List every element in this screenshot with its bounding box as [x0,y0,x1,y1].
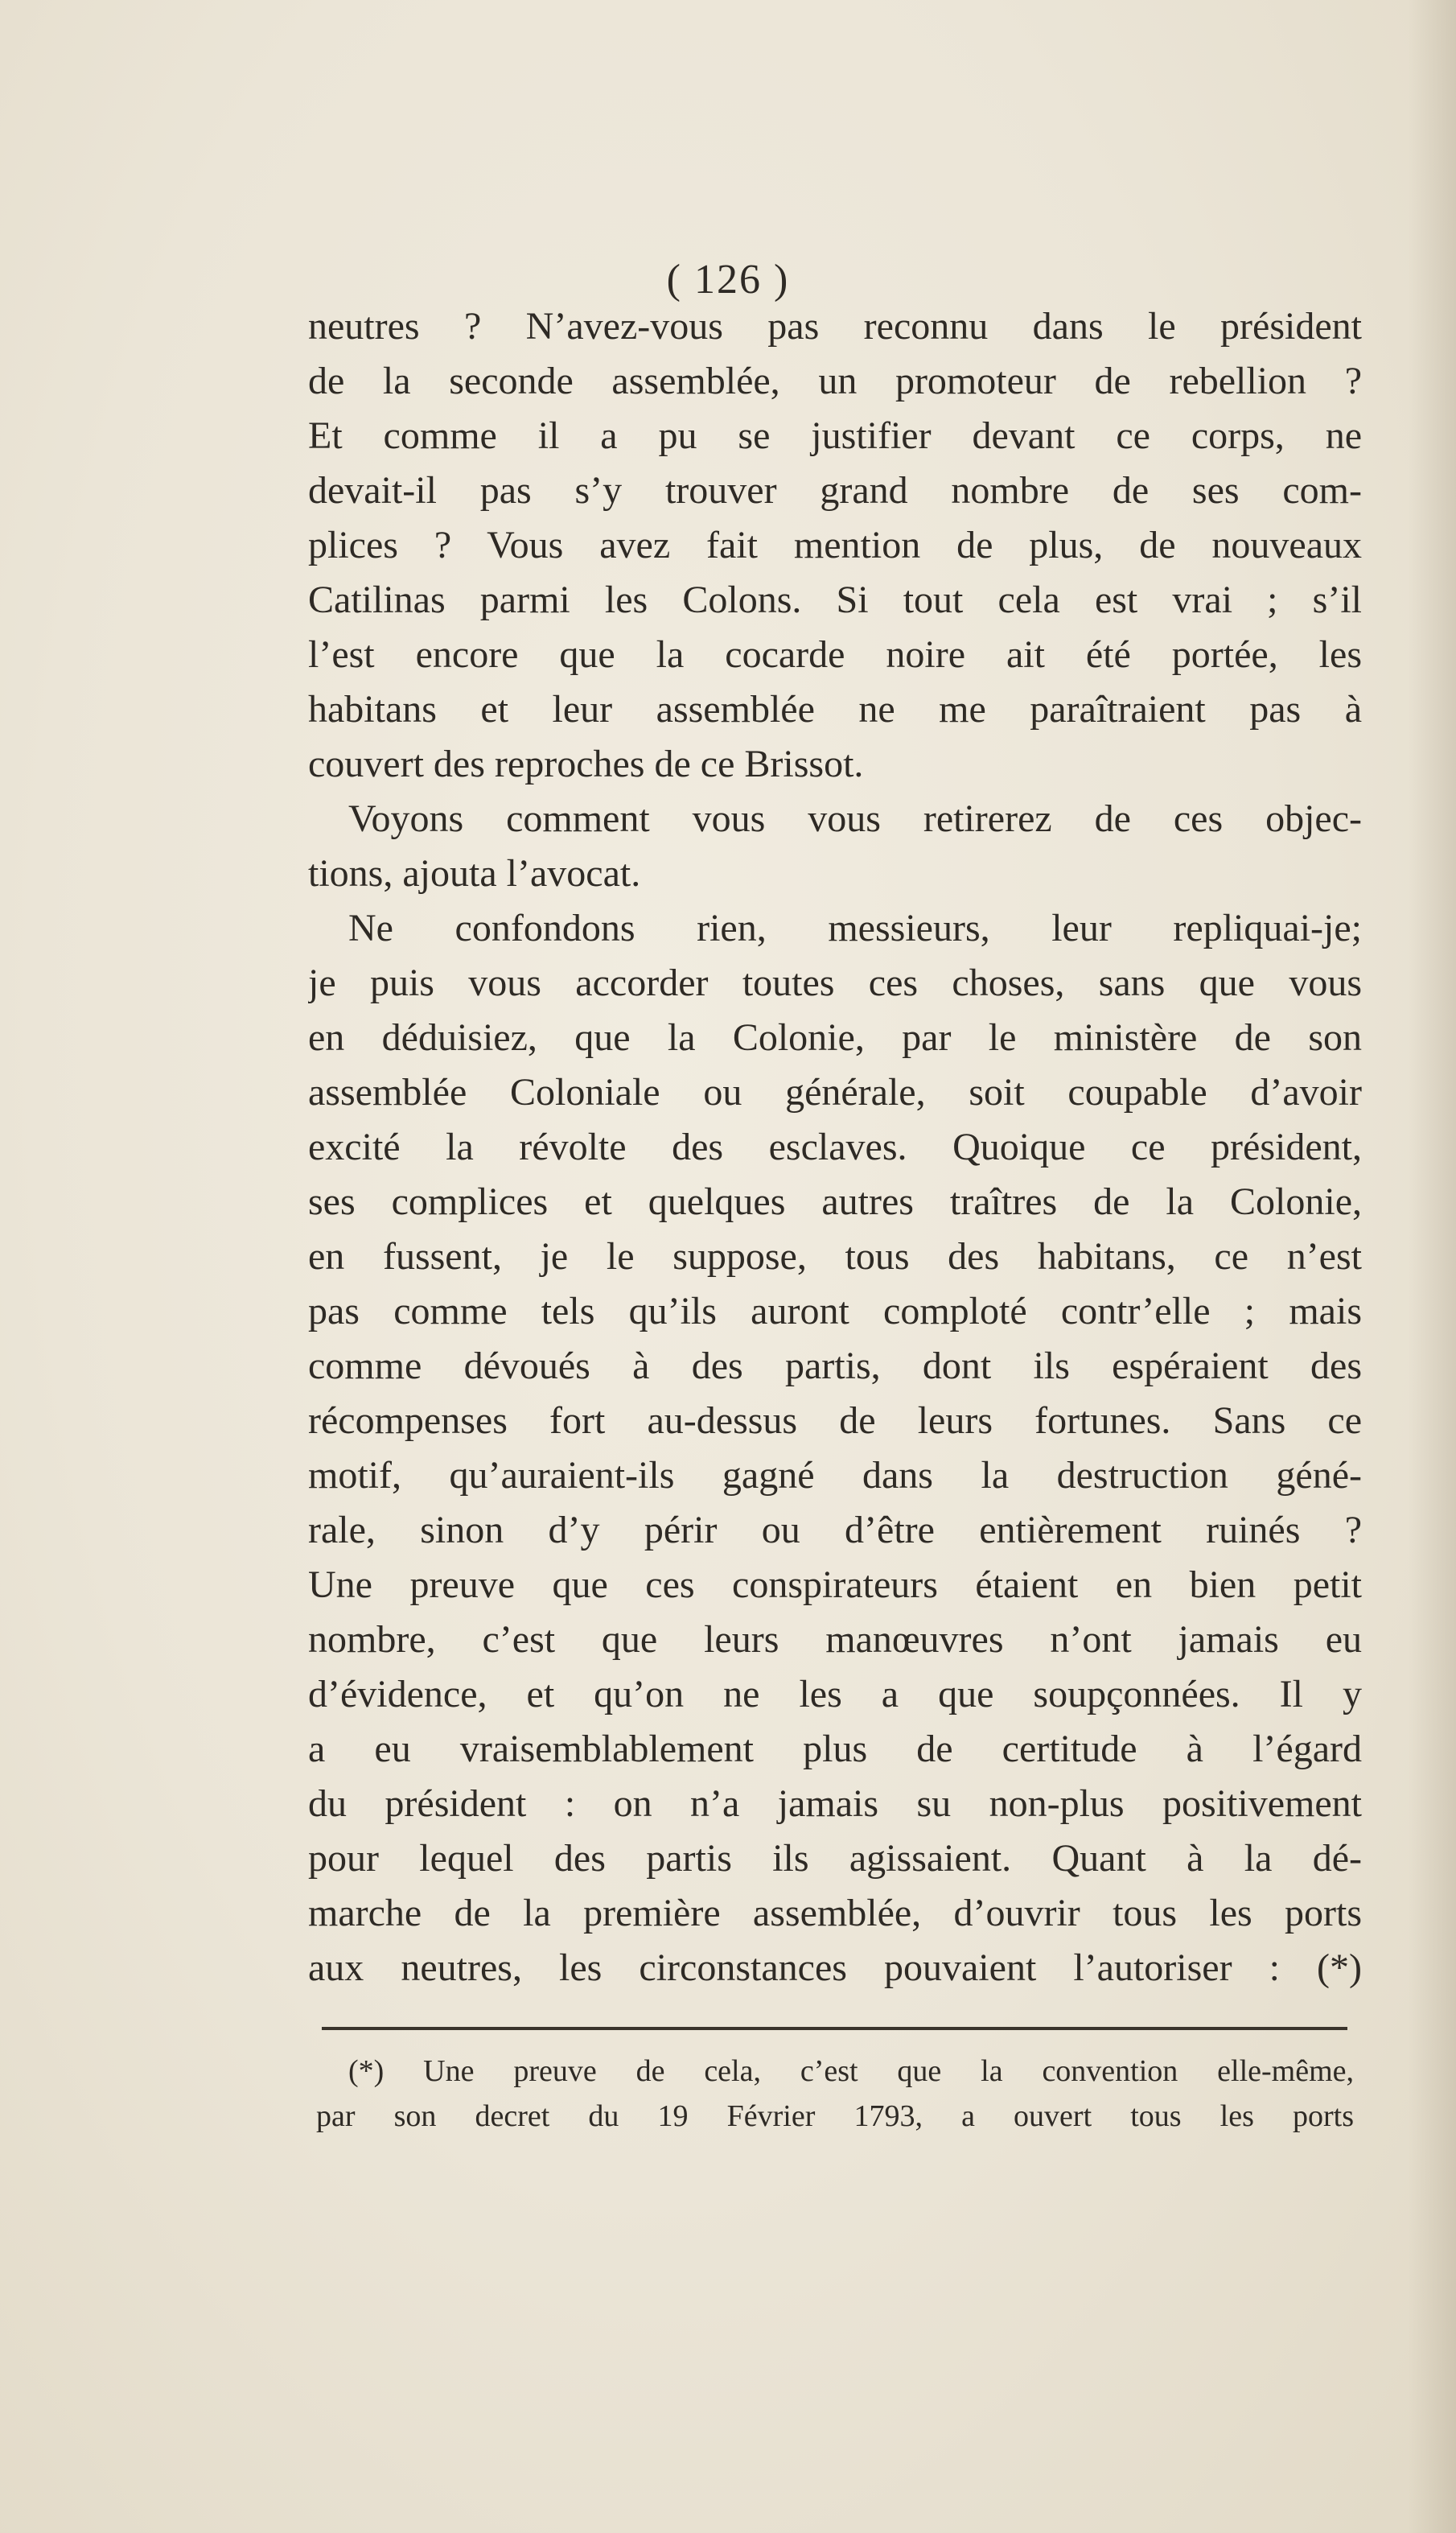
text-line: récompenses fort au-dessus de leurs fortunes. Sans ce [308,1399,1362,1442]
page-number: ( 126 ) [666,257,790,303]
text-line: nombre, c’est que leurs manœuvres n’ont jamais eu [308,1618,1362,1661]
text-line: excité la révolte des esclaves. Quoique ce président, [308,1126,1362,1168]
body-text [308,299,1362,1996]
text-line: neutres ? N’avez-vous pas reconnu dans le président [308,305,1362,348]
text-line: marche de la première assemblée, d’ouvrir tous les ports [308,1892,1362,1934]
text-line: comme dévoués à des partis, dont ils espéraient des [308,1345,1362,1387]
text-line: motif, qu’auraient-ils gagné dans la destruction géné- [308,1454,1362,1497]
footnote-line: par son decret du 19 Février 1793, a ouvert tous les ports [316,2099,1354,2133]
text-line: pour lequel des partis ils agissaient. Quant à la dé- [308,1837,1362,1880]
text-line: a eu vraisemblablement plus de certitude à l’égard [308,1728,1362,1770]
text-line: Et comme il a pu se justifier devant ce corps, ne [308,414,1362,457]
text-line: plices ? Vous avez fait mention de plus, de nouveaux [308,524,1362,566]
text-line: rale, sinon d’y périr ou d’être entièrement ruinés ? [308,1509,1362,1551]
text-line: Une preuve que ces conspirateurs étaient en bien petit [308,1563,1362,1606]
text-line: ses complices et quelques autres traîtres de la Colonie, [308,1180,1362,1223]
footnote [316,2049,1354,2139]
text-line: d’évidence, et qu’on ne les a que soupçonnées. Il y [308,1673,1362,1715]
footnote-divider [322,2027,1347,2030]
text-line: l’est encore que la cocarde noire ait été portée, les [308,633,1362,676]
text-line: Catilinas parmi les Colons. Si tout cela est vrai ; s’il [308,579,1362,621]
text-line: devait-il pas s’y trouver grand nombre de ses com- [308,469,1362,512]
text-line: de la seconde assemblée, un promoteur de rebellion ? [308,360,1362,402]
text-line: Voyons comment vous vous retirerez de ces objec- [348,797,1362,840]
text-line: en déduisiez, que la Colonie, par le ministère de son [308,1016,1362,1059]
text-line: couvert des reproches de ce Brissot. [308,743,864,785]
text-line: du président : on n’a jamais su non-plus positivement [308,1782,1362,1825]
text-line: pas comme tels qu’ils auront comploté contr’elle ; mais [308,1290,1362,1332]
text-line: assemblée Coloniale ou générale, soit coupable d’avoir [308,1071,1362,1114]
text-line: en fussent, je le suppose, tous des habitans, ce n’est [308,1235,1362,1278]
text-line: aux neutres, les circonstances pouvaient l’autoriser : (*) [308,1946,1362,1989]
footnote-line: (*) Une preuve de cela, c’est que la convention elle-même, [348,2054,1354,2088]
text-line: habitans et leur assemblée ne me paraîtraient pas à [308,688,1362,731]
page-edge-shadow [1408,0,1456,2533]
text-line: je puis vous accorder toutes ces choses, sans que vous [308,962,1362,1004]
text-line: tions, ajouta l’avocat. [308,852,641,895]
text-line: Ne confondons rien, messieurs, leur repliquai-je; [348,907,1362,949]
